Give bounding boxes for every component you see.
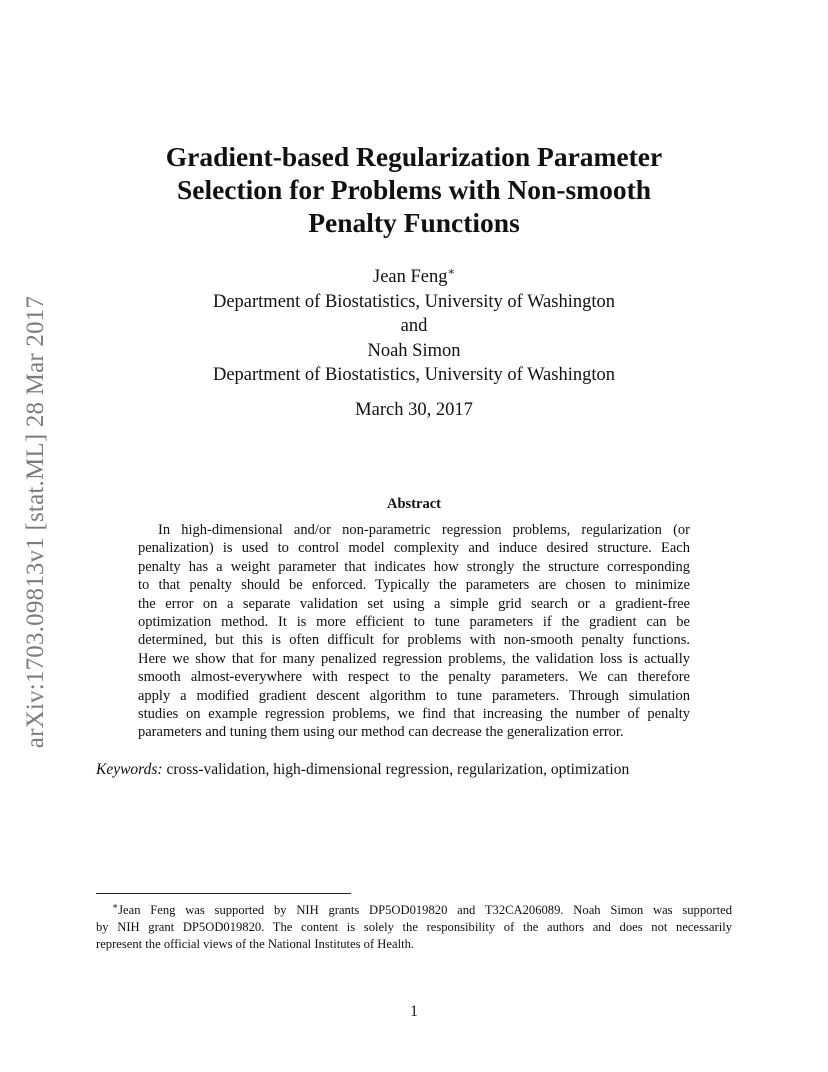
author-1-footnote-marker: ∗ <box>447 266 455 278</box>
author-1-name: Jean Feng <box>373 267 448 287</box>
abstract-line: penalization) is used to control model complexity and induce desired structure. Each <box>138 540 690 557</box>
abstract-line: apply a modified gradient descent algorithm to tune parameters. Through simulation <box>138 687 690 704</box>
abstract-line: In high-dimensional and/or non-parametric regression problems, regularization (or <box>158 522 690 538</box>
footnote-line <box>96 898 732 919</box>
keywords-label: Keywords: <box>96 761 163 778</box>
footnote <box>96 898 732 952</box>
abstract-line: optimization method. It is more efficient to tune parameters if the gradient can be <box>138 613 690 630</box>
author-1 <box>96 260 732 290</box>
footnote-rule <box>96 893 351 894</box>
paper-date: March 30, 2017 <box>355 400 473 420</box>
keywords <box>96 760 736 780</box>
page-number: 1 <box>410 1003 418 1020</box>
abstract-body <box>138 521 690 742</box>
abstract-heading: Abstract <box>387 496 441 512</box>
paper-title <box>96 140 732 239</box>
abstract-line: smooth almost-everywhere with respect to the penalty parameters. We can therefore <box>138 669 690 686</box>
abstract-line: the error on a separate validation set using a simple grid search or a gradient-free <box>138 595 690 612</box>
abstract-line: to that penalty should be enforced. Typically the parameters are chosen to minimize <box>138 577 690 594</box>
author-block <box>96 260 732 388</box>
title-line: Penalty Functions <box>308 207 520 238</box>
author-conjunction: and <box>400 316 428 336</box>
title-line: Selection for Problems with Non-smooth <box>176 174 652 205</box>
footnote-line-text: Jean Feng was supported by NIH grants DP5OD019820 and T32CA206089. Noah Simon was supported <box>118 903 732 917</box>
footnote-marker: ∗ <box>112 901 119 911</box>
abstract-line: Here we show that for many penalized regression problems, the validation loss is actually <box>138 650 690 667</box>
abstract-line: penalty has a weight parameter that indicates how strongly the structure corresponding <box>138 558 690 575</box>
arxiv-stamp: arXiv:1703.09813v1 [stat.ML] 28 Mar 2017 <box>22 295 49 749</box>
abstract-line: studies on example regression problems, we find that increasing the number of penalty <box>138 705 690 722</box>
keywords-text: cross-validation, high-dimensional regression, regularization, optimization <box>162 761 630 778</box>
author-2-name: Noah Simon <box>367 340 461 361</box>
abstract-line: determined, but this is often difficult for problems with non-smooth penalty functions. <box>138 632 690 649</box>
abstract-line: parameters and tuning them using our method can decrease the generalization error. <box>138 724 624 741</box>
footnote-line: represent the official views of the National Institutes of Health. <box>96 936 415 951</box>
title-line: Gradient-based Regularization Parameter <box>165 141 663 172</box>
author-2-affiliation: Department of Biostatistics, University of Washington <box>212 365 616 385</box>
footnote-line: by NIH grant DP5OD019820. The content is solely the responsibility of the authors and does not necessarily <box>96 919 732 934</box>
author-1-affiliation: Department of Biostatistics, University of Washington <box>212 291 616 312</box>
